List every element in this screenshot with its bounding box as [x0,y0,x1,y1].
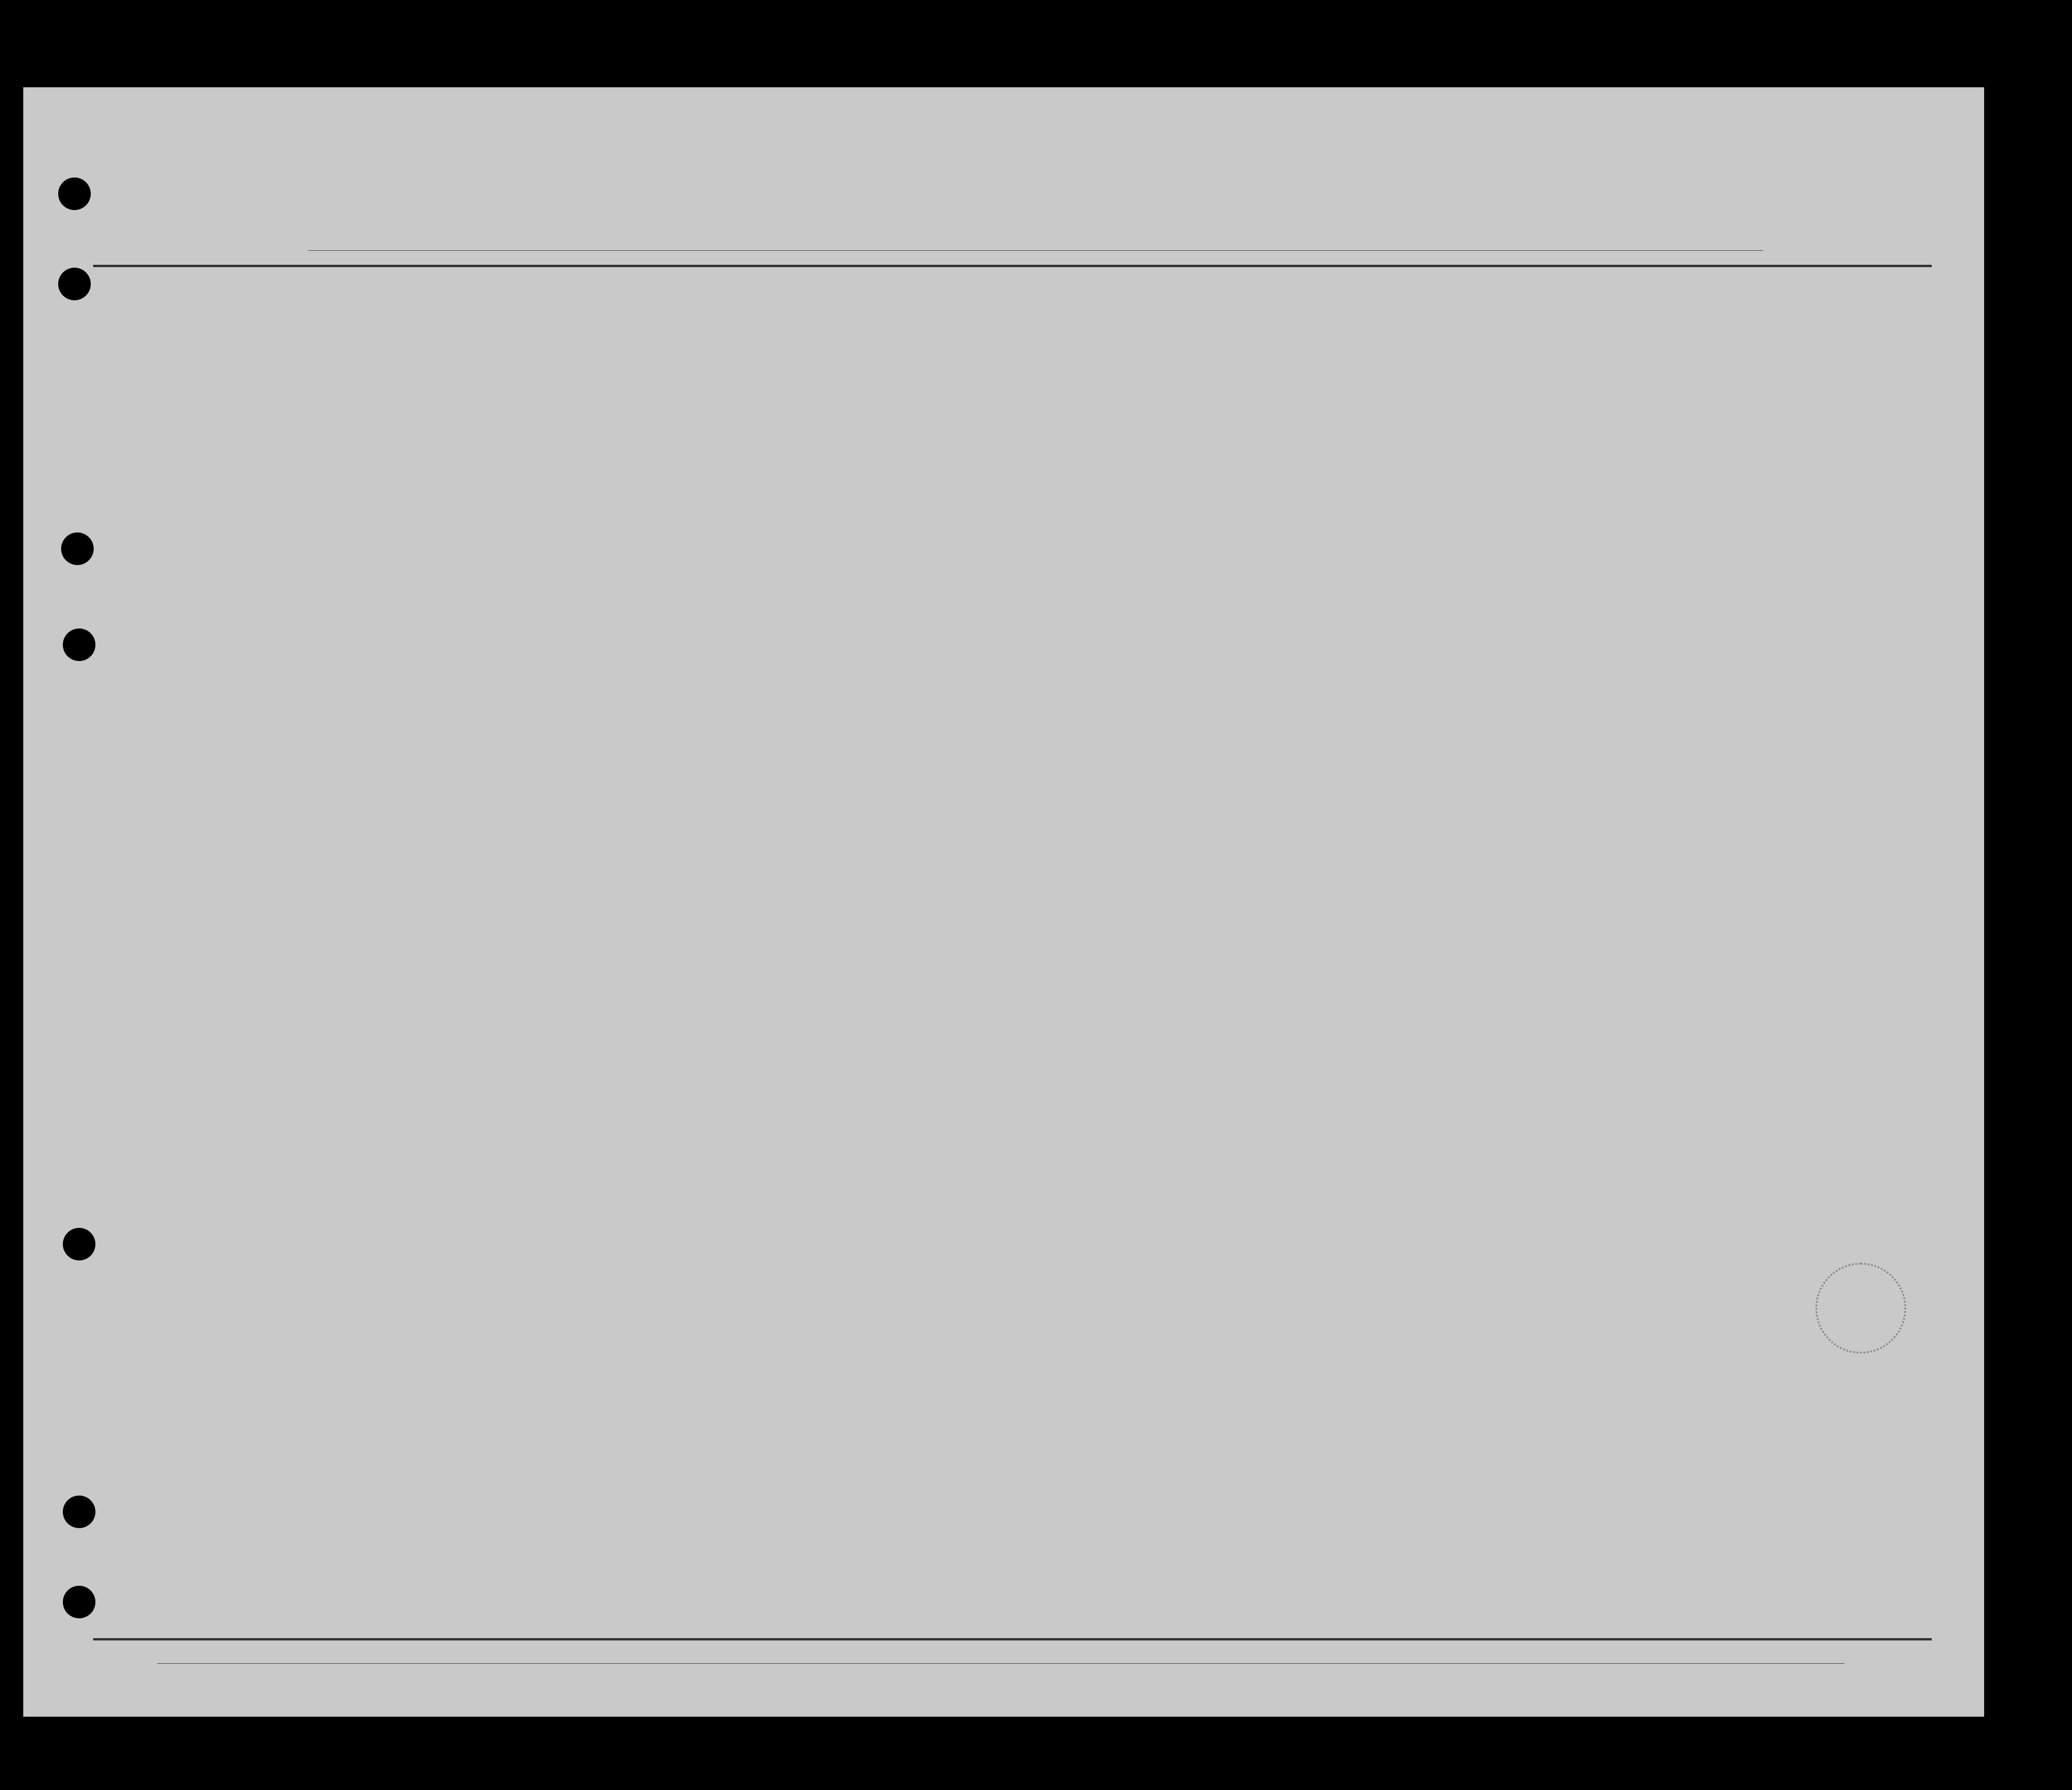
footer-rule [93,1638,1932,1640]
footer-underline [157,1663,1844,1664]
seal-stamp [1815,1263,1906,1354]
